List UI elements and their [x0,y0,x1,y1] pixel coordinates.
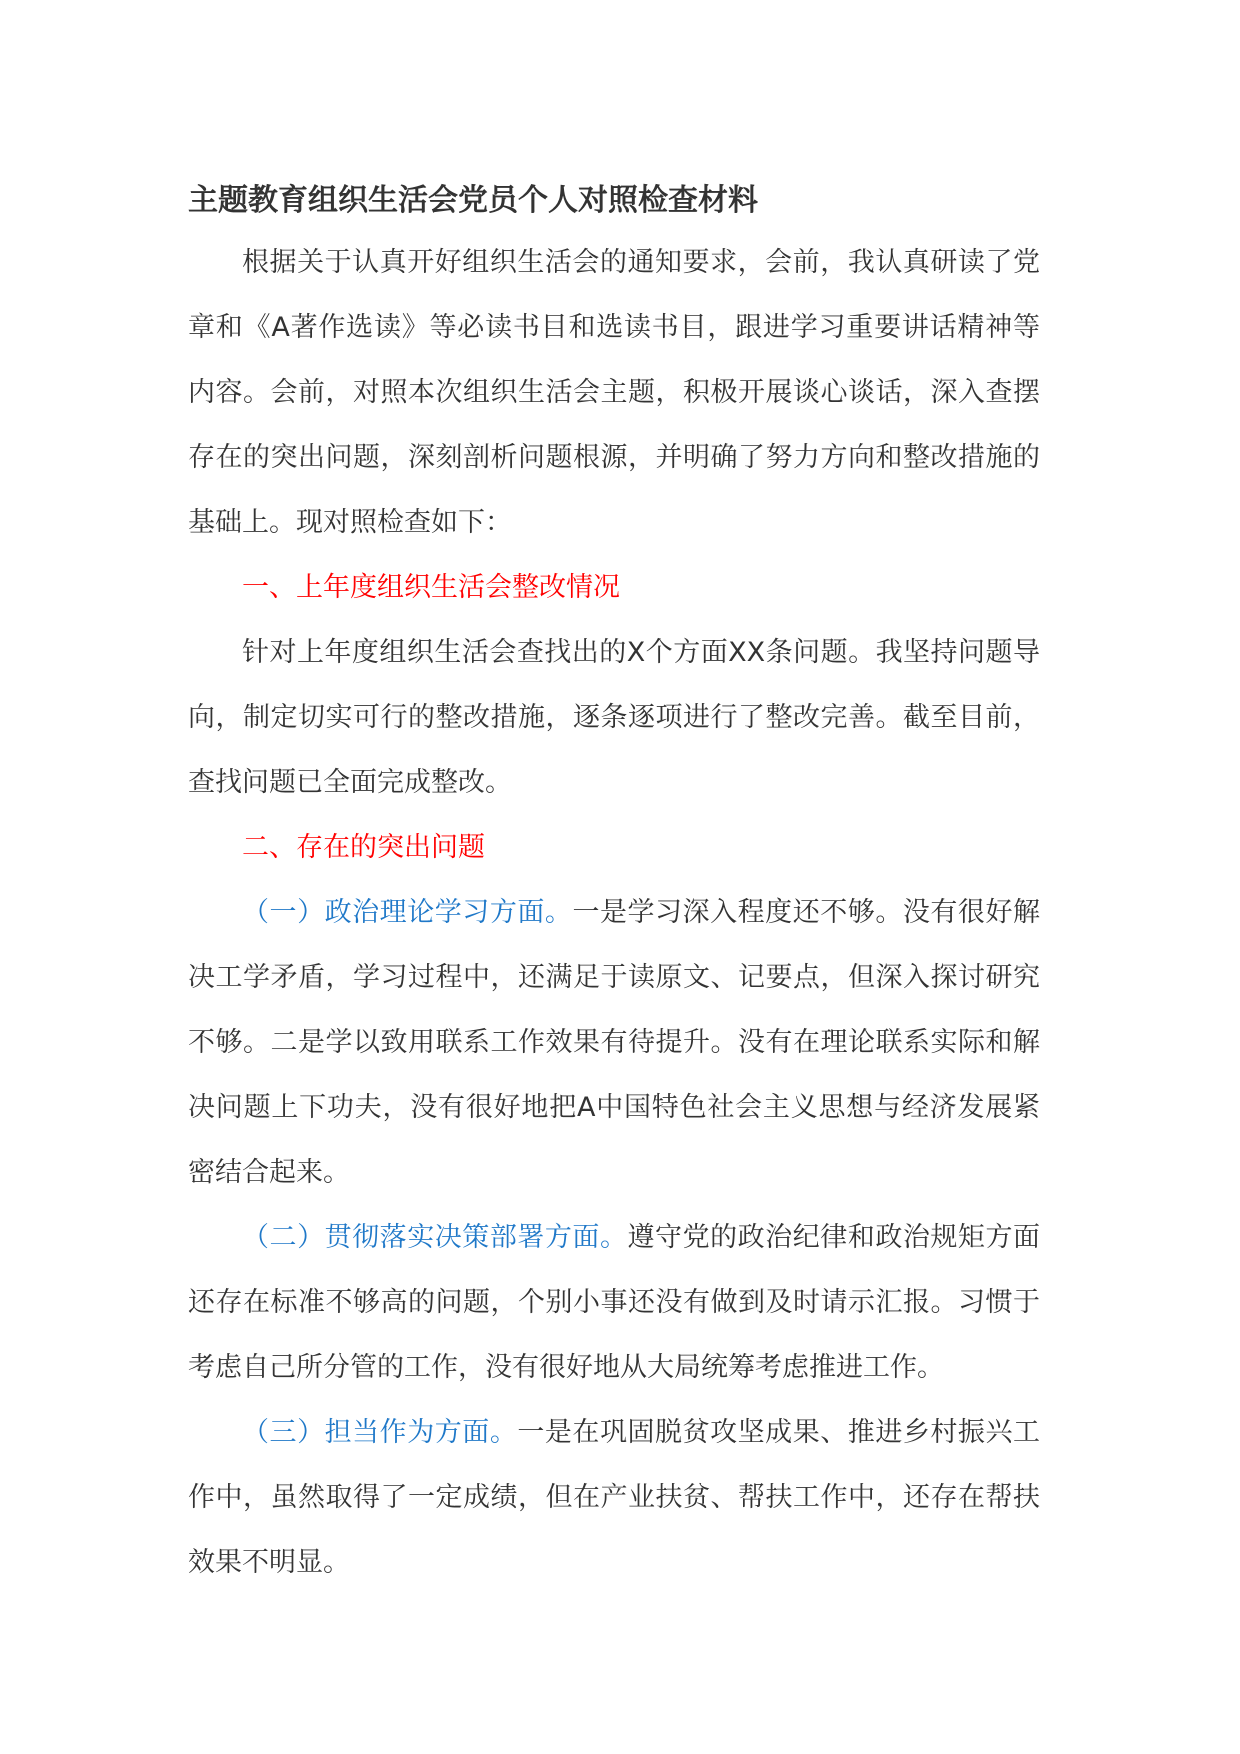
issue-paragraph-1 [188,880,1040,1205]
issue-3-body: 一是在巩固脱贫攻坚成果、推进乡村振兴工作中，虽然取得了一定成绩，但在产业扶贫、帮扶工作中，还存在帮扶效果不明显。 [188,1417,1041,1578]
issue-3-lead: （三）担当作为方面。 [242,1417,518,1448]
intro-paragraph: 根据关于认真开好组织生活会的通知要求，会前，我认真研读了党章和《A著作选读》等必读书目和选读书目，跟进学习重要讲话精神等内容。会前，对照本次组织生活会主题，积极开展谈心谈话，深入查摆存在的突出问题，深刻剖析问题根源，并明确了努力方向和整改措施的基础上。现对照检查如下： [188,247,1040,538]
issue-1-body: 一是学习深入程度还不够。没有很好解决工学矛盾，学习过程中，还满足于读原文、记要点，但深入探讨研究不够。二是学以致用联系工作效果有待提升。没有在理论联系实际和解决问题上下功夫，没有很好地把A中国特色社会主义思想与经济发展紧密结合起来。 [188,897,1041,1188]
section-2-heading: 二、存在的突出问题 [242,832,485,863]
section-1-heading: 一、上年度组织生活会整改情况 [242,572,620,603]
issue-2-lead: （二）贯彻落实决策部署方面。 [242,1222,628,1253]
issue-paragraph-2 [188,1205,1040,1400]
section-1-body: 针对上年度组织生活会查找出的X个方面XX条问题。我坚持问题导向，制定切实可行的整改措施，逐条逐项进行了整改完善。截至目前，查找问题已全面完成整改。 [188,637,1040,798]
issue-2-body: 遵守党的政治纪律和政治规矩方面还存在标准不够高的问题，个别小事还没有做到及时请示汇报。习惯于考虑自己所分管的工作，没有很好地从大局统筹考虑推进工作。 [188,1222,1040,1383]
document-title: 主题教育组织生活会党员个人对照检查材料 [188,183,758,218]
issue-paragraph-3 [188,1400,1040,1595]
issue-1-lead: （一）政治理论学习方面。 [242,897,573,928]
document-page [188,172,1040,1595]
